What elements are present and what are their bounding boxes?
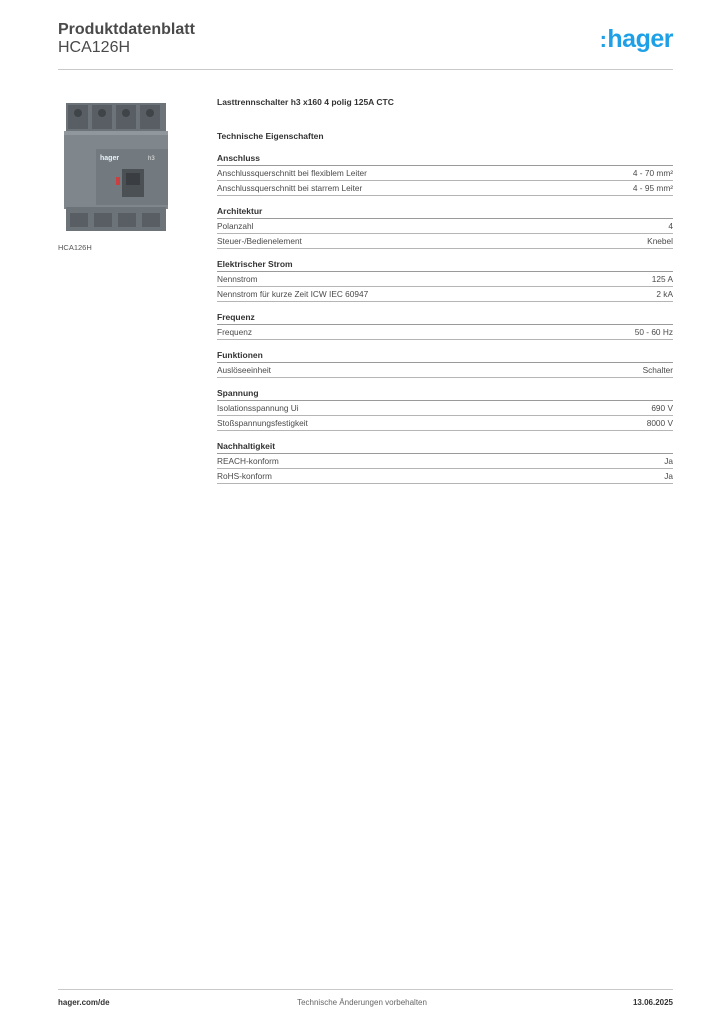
spec-label: Isolationsspannung Ui	[217, 403, 299, 413]
section-title: Funktionen	[217, 349, 673, 363]
spec-row	[217, 234, 673, 249]
section-title: Anschluss	[217, 152, 673, 166]
product-code: HCA126H	[58, 39, 131, 56]
spec-row	[217, 454, 673, 469]
spec-label: RoHS-konform	[217, 471, 272, 481]
spec-label: Auslöseeinheit	[217, 365, 271, 375]
product-image	[58, 97, 182, 236]
spec-value: 690 V	[651, 403, 673, 413]
section-architektur	[217, 205, 673, 249]
spec-row	[217, 287, 673, 302]
spec-label: Steuer-/Bedienelement	[217, 236, 302, 246]
spec-label: Anschlussquerschnitt bei flexiblem Leiter	[217, 168, 367, 178]
spec-value: 4	[668, 221, 673, 231]
spec-row	[217, 363, 673, 378]
spec-label: REACH-konform	[217, 456, 279, 466]
page-title: Produktdatenblatt	[58, 21, 195, 38]
section-frequenz	[217, 311, 673, 340]
spec-row	[217, 469, 673, 484]
spec-value: 8000 V	[646, 418, 673, 428]
logo-text: hager	[607, 25, 673, 53]
hager-logo	[600, 27, 673, 52]
section-funktionen	[217, 349, 673, 378]
spec-value: Ja	[664, 456, 673, 466]
section-nachhaltigkeit	[217, 440, 673, 484]
spec-label: Polanzahl	[217, 221, 254, 231]
spec-row	[217, 219, 673, 234]
spec-value: 4 - 95 mm²	[632, 183, 673, 193]
spec-label: Frequenz	[217, 327, 253, 337]
section-title: Frequenz	[217, 311, 673, 325]
section-spannung	[217, 387, 673, 431]
spec-value: 50 - 60 Hz	[634, 327, 673, 337]
image-caption: HCA126H	[58, 243, 92, 252]
spec-value: Ja	[664, 471, 673, 481]
section-anschluss	[217, 152, 673, 196]
device-brand-label: hager	[100, 155, 120, 162]
section-title: Architektur	[217, 205, 673, 219]
section-elektrischer-strom	[217, 258, 673, 302]
spec-value: 2 kA	[656, 289, 673, 299]
footer-note: Technische Änderungen vorbehalten	[297, 998, 427, 1007]
spec-label: Nennstrom für kurze Zeit ICW IEC 60947	[217, 289, 369, 299]
spec-row	[217, 166, 673, 181]
spec-value: Knebel	[647, 236, 673, 246]
spec-row	[217, 272, 673, 287]
spec-row	[217, 181, 673, 196]
section-title: Spannung	[217, 387, 673, 401]
header-divider	[58, 69, 673, 70]
spec-label: Nennstrom	[217, 274, 258, 284]
footer-divider	[58, 989, 673, 990]
footer-website-link[interactable]: hager.com/de	[58, 998, 110, 1007]
spec-row	[217, 416, 673, 431]
spec-value: 125 A	[651, 274, 673, 284]
spec-row	[217, 401, 673, 416]
spec-value: 4 - 70 mm²	[632, 168, 673, 178]
tech-properties-heading: Technische Eigenschaften	[217, 131, 324, 141]
device-model-label: h3	[148, 156, 155, 162]
product-title: Lasttrennschalter h3 x160 4 polig 125A CTC	[217, 97, 394, 107]
section-title: Elektrischer Strom	[217, 258, 673, 272]
spec-value: Schalter	[642, 365, 673, 375]
section-title: Nachhaltigkeit	[217, 440, 673, 454]
logo-dots: :	[599, 27, 607, 52]
footer-date: 13.06.2025	[632, 998, 673, 1007]
spec-row	[217, 325, 673, 340]
spec-label: Anschlussquerschnitt bei starrem Leiter	[217, 183, 363, 193]
spec-label: Stoßspannungsfestigkeit	[217, 418, 308, 428]
spec-content	[217, 95, 673, 484]
